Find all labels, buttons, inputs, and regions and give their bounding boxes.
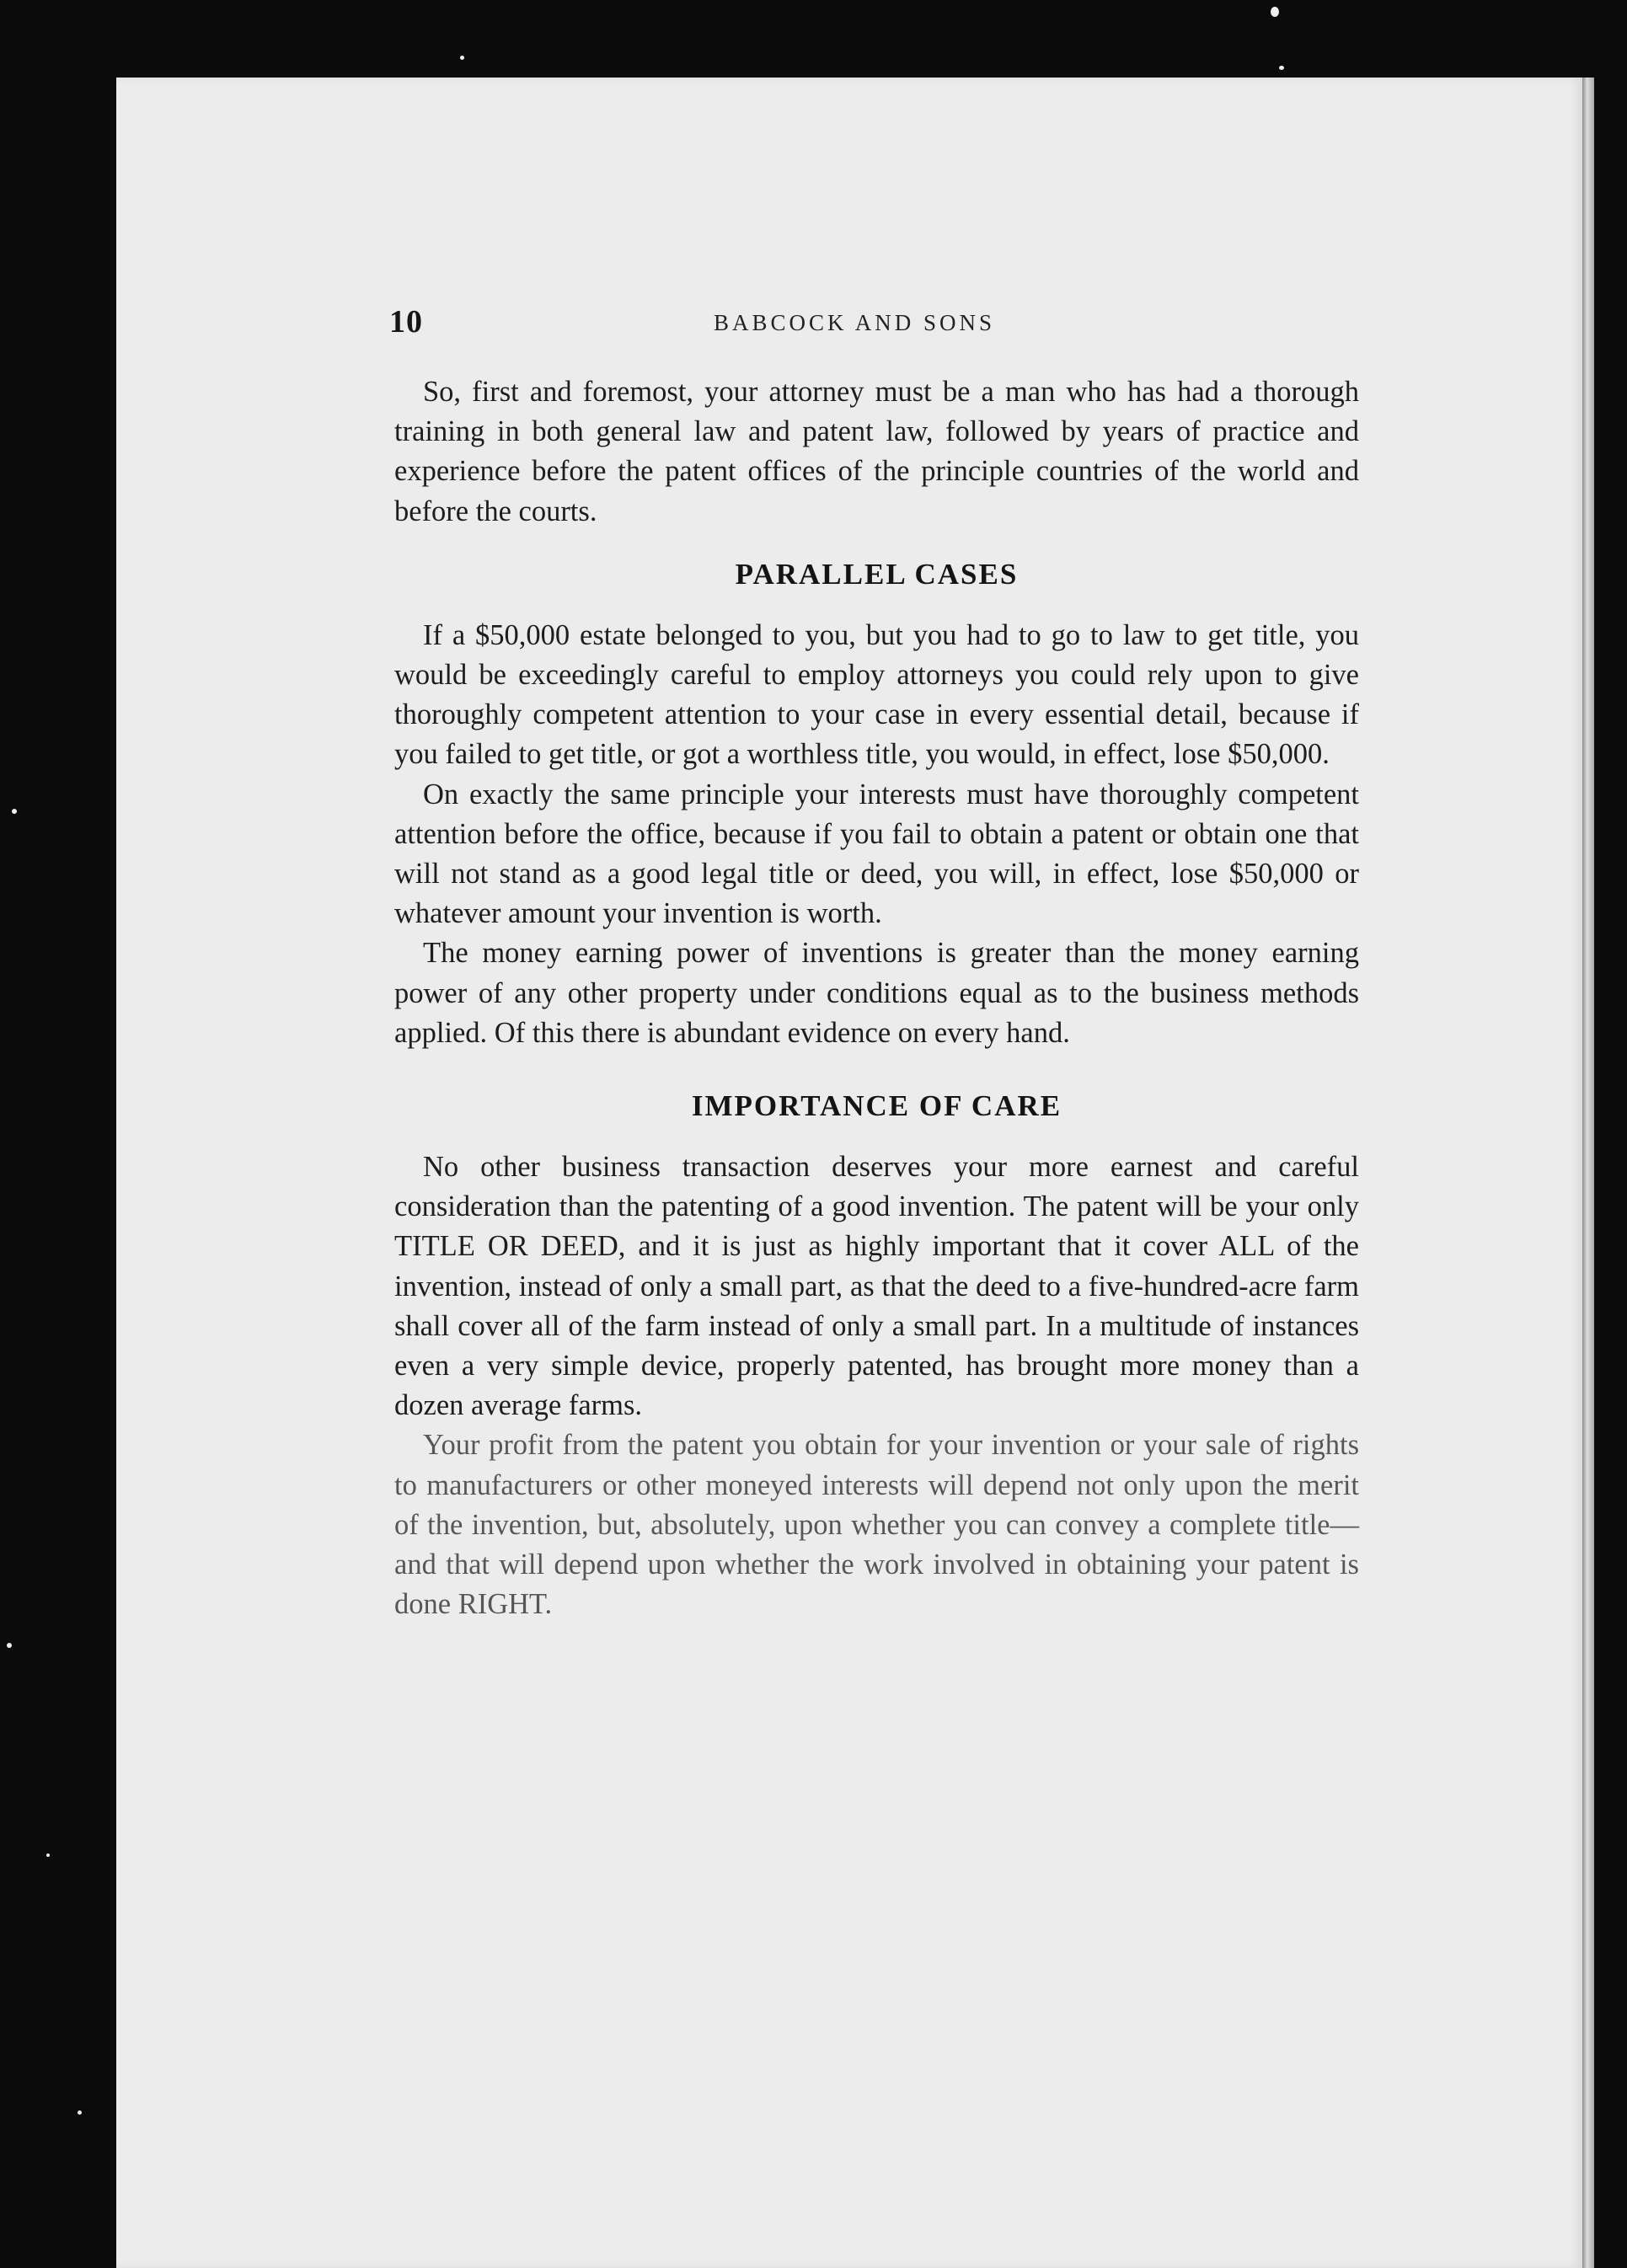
page-header	[389, 303, 1485, 345]
paragraph: So, first and foremost, your attorney must be a man who has had a thorough training in both general law and patent law, followed by years of practice and experience before the patent offices of the principle countries of the world and before the courts.	[394, 376, 1359, 527]
page-edge	[1582, 78, 1594, 2268]
dust-speck	[1271, 7, 1279, 17]
dust-speck	[460, 56, 464, 60]
dust-speck	[46, 1853, 50, 1857]
dust-speck	[78, 2110, 82, 2115]
dust-speck	[1279, 66, 1284, 70]
paragraph: The money earning power of inventions is greater than the money earning power of any other property under conditions equal as to the business methods applied. Of this there is abundant evidence on every hand.	[394, 937, 1359, 1049]
paragraph: No other business transaction deserves your more earnest and careful consideration than the patenting of a good invention. The patent will be your only TITLE OR DEED, and it is just as highly important that it cover ALL of the invention, instead of only a small part, as that the deed to a five-hundred-acre farm shall cover all of the farm instead of only a small part. In a multitude of instances even a very simple device, properly patented, has brought more money than a dozen average farms.	[394, 1151, 1359, 1422]
page-body	[394, 372, 1359, 1624]
dust-speck	[12, 809, 17, 814]
section-heading: PARALLEL CASES	[735, 557, 1019, 591]
paragraph: If a $50,000 estate belonged to you, but you had to go to law to get title, you would be exceedingly careful to employ attorneys you could rely upon to give thoroughly competent attention to your case in every essential detail, because if you failed to get title, or got a worthless title, you would, in effect, lose $50,000.	[394, 618, 1359, 771]
page-number: 10	[389, 304, 423, 340]
paragraph: Your profit from the patent you obtain for your invention or your sale of rights to manufacturers or other moneyed interests will depend not only upon the merit of the invention, but, absolutely, upon whether you can convey a complete title—and that will depend upon whether the work involved in obtaining your patent is done RIGHT.	[394, 1429, 1359, 1621]
dust-speck	[7, 1643, 12, 1648]
paragraph: On exactly the same principle your interests must have thoroughly competent attention before the office, because if you fail to obtain a patent or obtain one that will not stand as a good legal title or deed, you will, in effect, lose $50,000 or whatever amount your invention is worth.	[394, 778, 1359, 930]
running-head: BABCOCK AND SONS	[714, 310, 996, 335]
section-heading: IMPORTANCE OF CARE	[691, 1089, 1062, 1123]
